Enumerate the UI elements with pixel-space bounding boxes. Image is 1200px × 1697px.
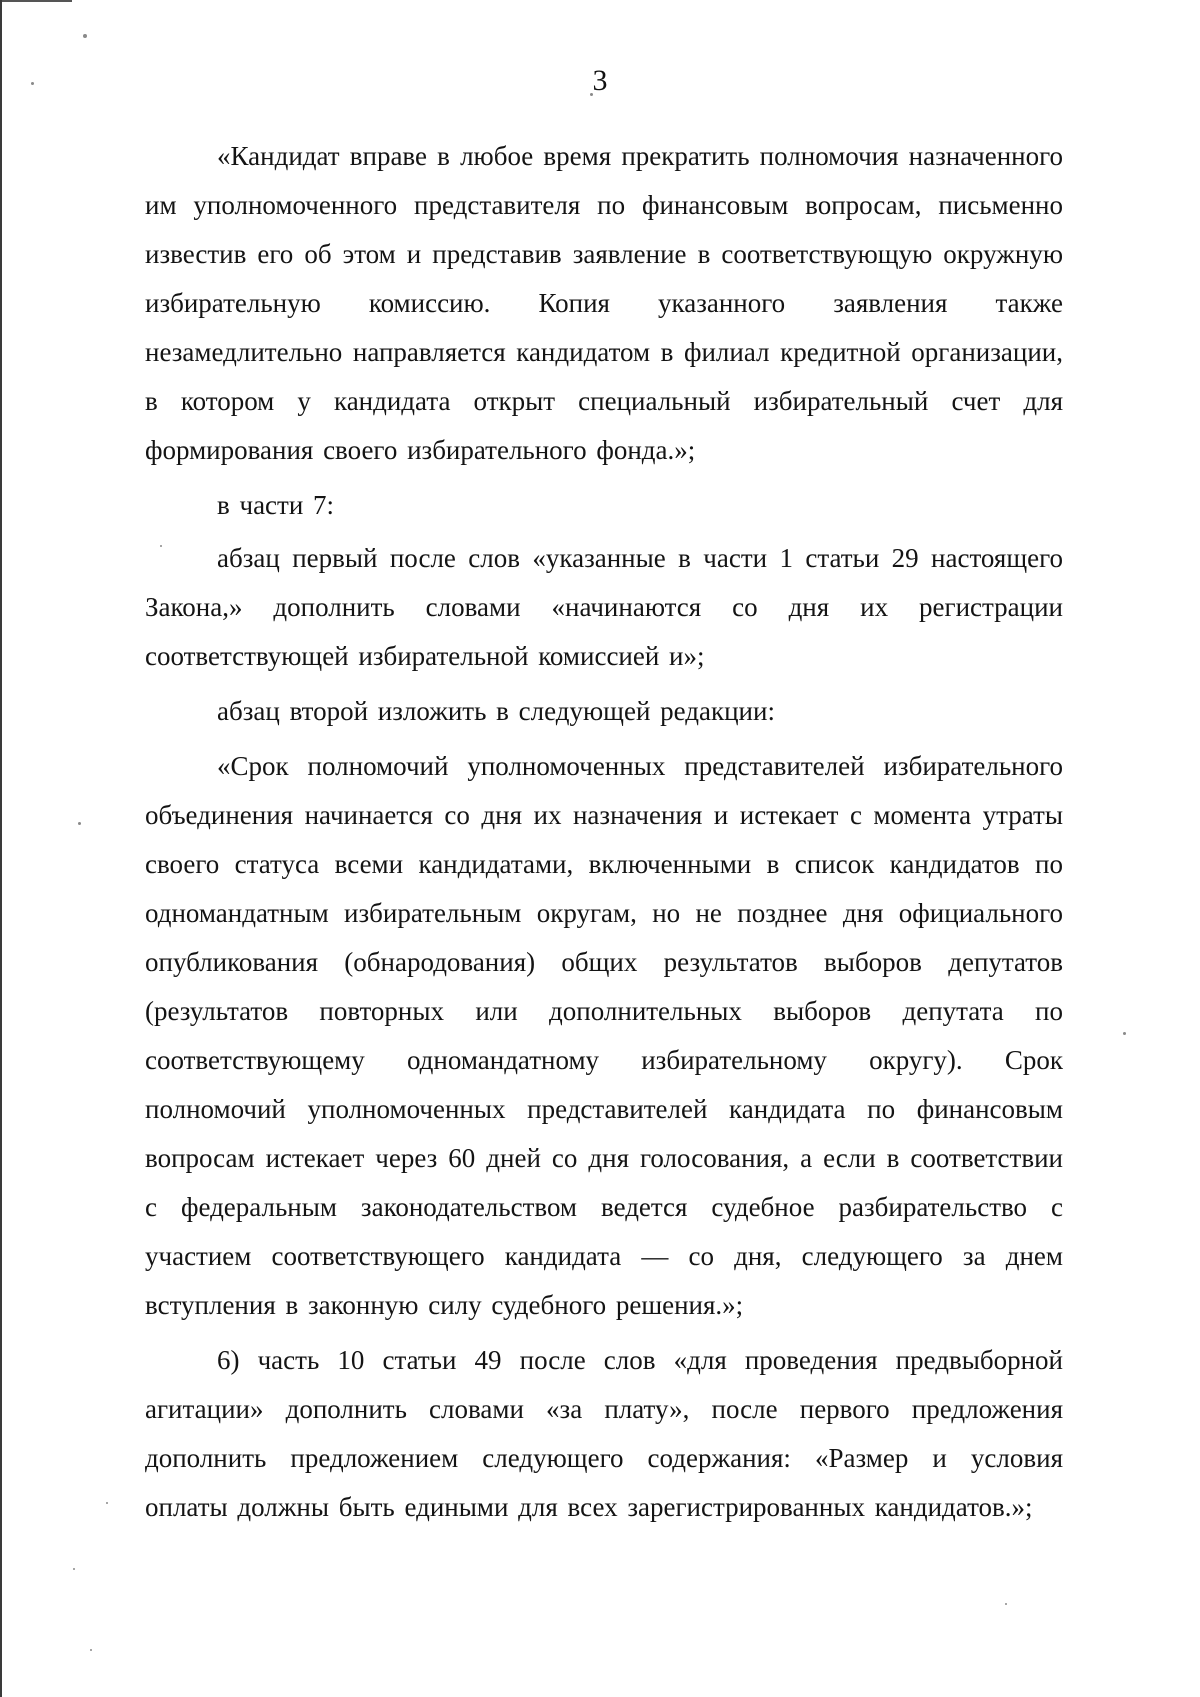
- scan-speck: [83, 34, 87, 38]
- paragraph-second-indent-intro: абзац второй изложить в следующей редакции:: [217, 696, 775, 726]
- paragraph-first-indent: абзац первый после слов «указанные в части 1 статьи 29 настоящего Закона,» дополнить словами «начинаются со дня их регистрации соответствующей избирательной комиссией и»;: [145, 543, 1063, 671]
- paragraph-candidate-termination: «Кандидат вправе в любое время прекратить полномочия назначенного им уполномоченного представителя по финансовым вопросам, письменно известив его об этом и представив заявление в соответствующую окружную избирательную комиссию. Копия указанного заявления также незамедлительно направляется кандидатом в филиал кредитной организации, в котором у кандидата открыт специальный избирательный счет для формирования своего избирательного фонда.»;: [145, 141, 1063, 465]
- scan-speck: [90, 1649, 92, 1651]
- page-number: 3: [592, 64, 608, 97]
- scan-speck: [1005, 1603, 1007, 1605]
- paragraph-part-7: в части 7:: [217, 490, 335, 520]
- scan-speck: [78, 822, 81, 825]
- scan-speck: [73, 1568, 75, 1570]
- scan-speck: [106, 1502, 108, 1504]
- paragraph-item-6: 6) часть 10 статьи 49 после слов «для проведения предвыборной агитации» дополнить словами «за плату», после первого предложения дополнить предложением следующего содержания: «Размер и условия оплаты должны быть едиными для всех зарегистрированных кандидатов.»;: [145, 1345, 1063, 1522]
- document-body: [145, 132, 1063, 1532]
- scan-edge-top: [0, 0, 72, 2]
- scan-edge-left: [0, 0, 2, 1697]
- paragraph-term-of-powers: «Срок полномочий уполномоченных представителей избирательного объединения начинается со дня их назначения и истекает с момента утраты своего статуса всеми кандидатами, включенными в список кандидатов по одномандатным избирательным округам, но не позднее дня официального опубликования (обнародования) общих результатов выборов депутатов (результатов повторных или дополнительных выборов депутата по соответствующему одномандатному избирательному округу). Срок полномочий уполномоченных представителей кандидата по финансовым вопросам истекает через 60 дней со дня голосования, а если в соответствии с федеральным законодательством ведется судебное разбирательство с участием соответствующего кандидата — со дня, следующего за днем вступления в законную силу судебного решения.»;: [145, 751, 1063, 1320]
- scan-speck: [1123, 1032, 1126, 1035]
